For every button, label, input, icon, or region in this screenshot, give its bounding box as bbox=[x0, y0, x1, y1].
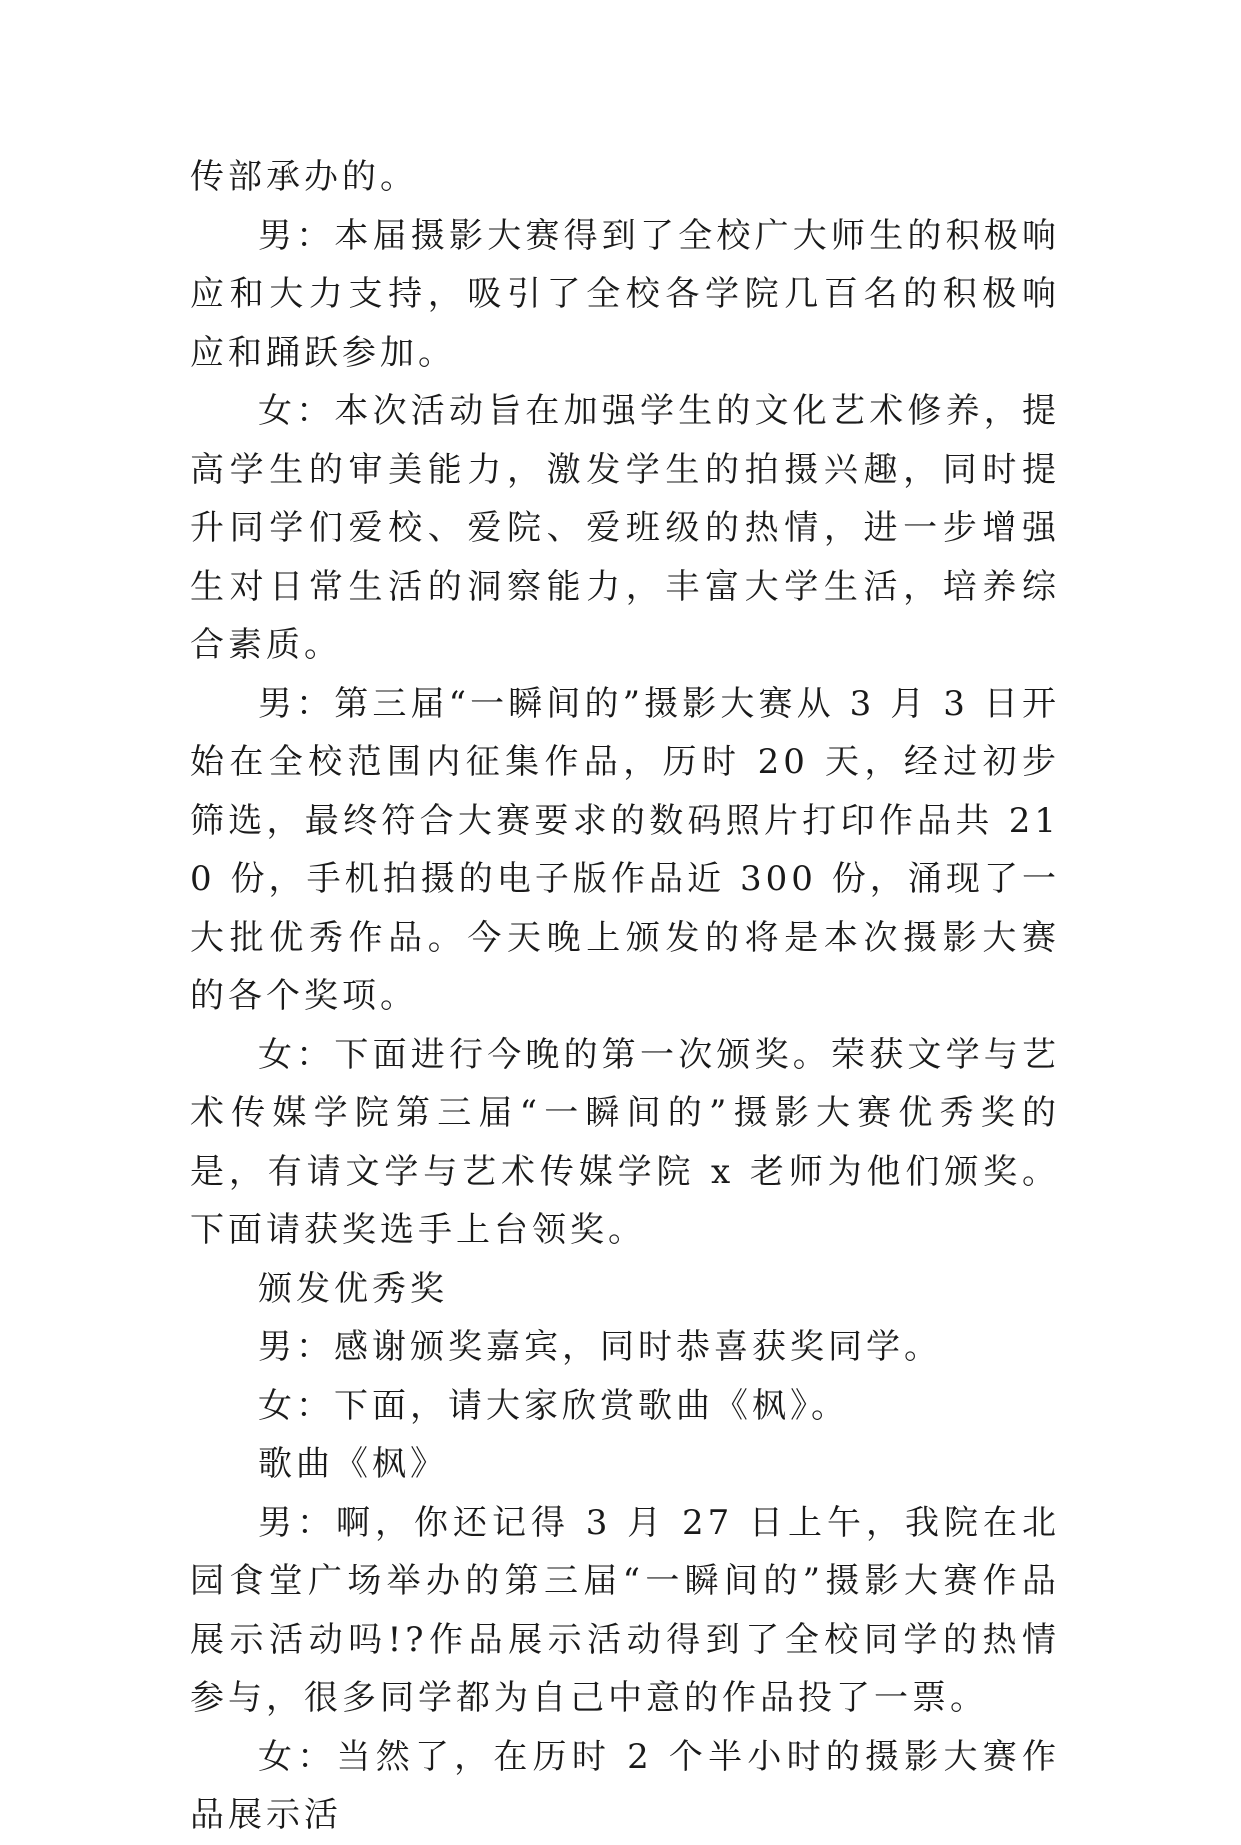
paragraph-male-speaker: 男：本届摄影大赛得到了全校广大师生的积极响应和大力支持，吸引了全校各学院几百名的积极响应和踊跃参加。 bbox=[190, 215, 1060, 373]
program-item: 歌曲《枫》 bbox=[258, 1444, 448, 1484]
document-body bbox=[190, 148, 1060, 1845]
paragraph-male-speaker: 男：第三届“一瞬间的”摄影大赛从 3 月 3 日开始在全校范围内征集作品，历时 20 天，经过初步筛选，最终符合大赛要求的数码照片打印作品共 210 份，手机拍摄的电子版作品近 300 份，涌现了一大批优秀作品。今天晚上颁发的将是本次摄影大赛的各个奖项。 bbox=[190, 683, 1060, 1016]
paragraph-female-speaker: 女：下面，请大家欣赏歌曲《枫》。 bbox=[258, 1385, 849, 1426]
paragraph-female-speaker: 女：当然了，在历时 2 个半小时的摄影大赛作品展示活 bbox=[190, 1736, 1060, 1835]
paragraph-male-speaker: 男：啊，你还记得 3 月 27 日上午，我院在北园食堂广场举办的第三届“一瞬间的”摄影大赛作品展示活动吗!?作品展示活动得到了全校同学的热情参与，很多同学都为自己中意的作品投了一票。 bbox=[190, 1502, 1060, 1718]
paragraph-continuation: 传部承办的。 bbox=[190, 157, 418, 197]
program-item: 颁发优秀奖 bbox=[258, 1268, 448, 1309]
paragraph-female-speaker: 女：下面进行今晚的第一次颁奖。荣获文学与艺术传媒学院第三届“一瞬间的”摄影大赛优秀奖的是，有请文学与艺术传媒学院 x 老师为他们颁奖。下面请获奖选手上台领奖。 bbox=[190, 1034, 1060, 1250]
paragraph-male-speaker: 男：感谢颁奖嘉宾，同时恭喜获奖同学。 bbox=[258, 1327, 942, 1367]
paragraph-female-speaker: 女：本次活动旨在加强学生的文化艺术修养，提高学生的审美能力，激发学生的拍摄兴趣，同时提升同学们爱校、爱院、爱班级的热情，进一步增强生对日常生活的洞察能力，丰富大学生活，培养综合素质。 bbox=[190, 391, 1060, 665]
